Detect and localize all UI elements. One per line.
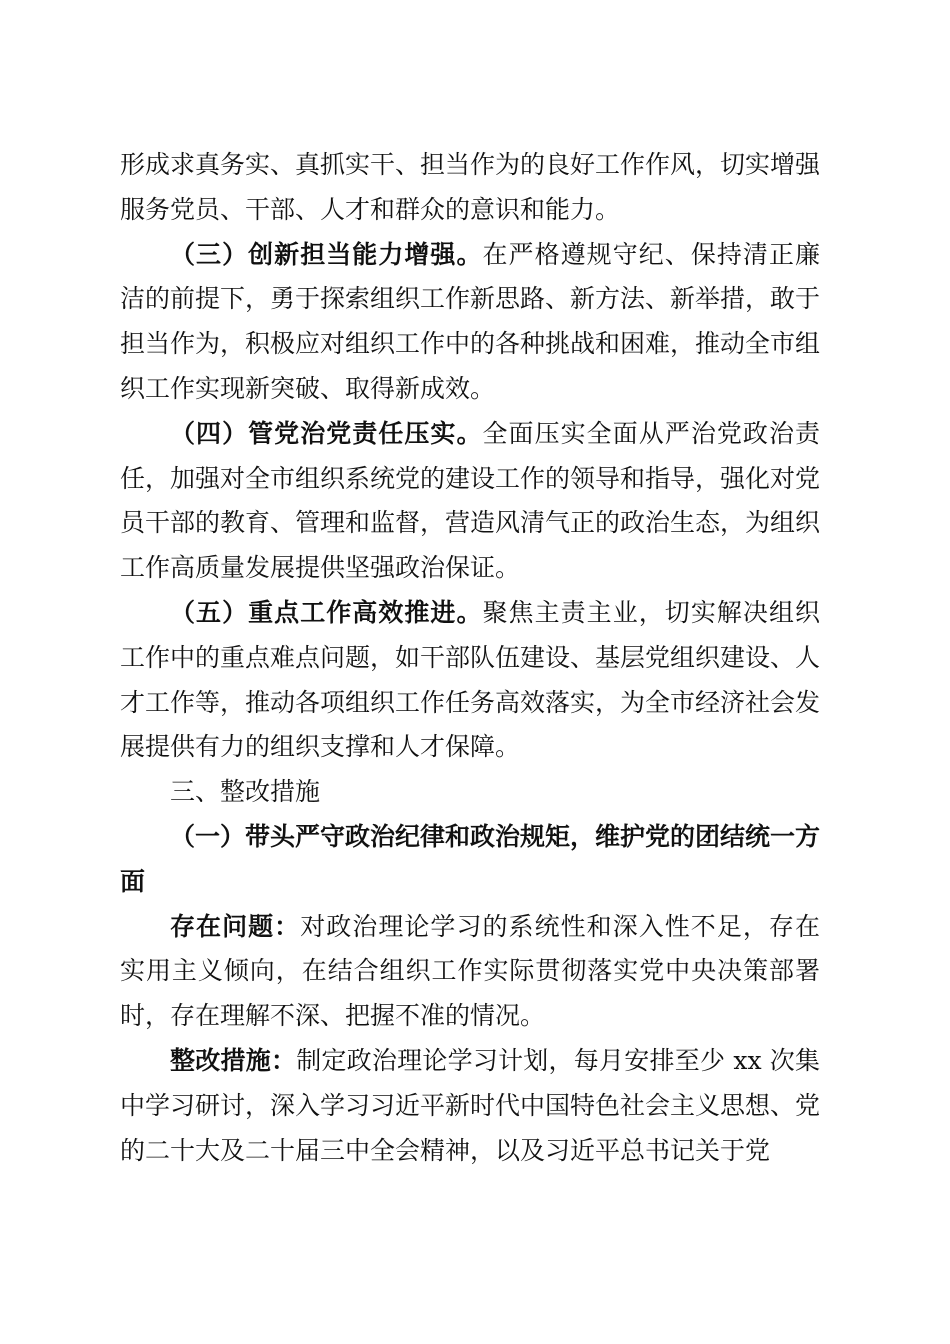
paragraph-work-style: 形成求真务实、真抓实干、担当作为的良好工作作风，切实增强服务党员、干部、人才和群众的意识和能力。 — [120, 150, 821, 224]
paragraph-lead: （三）创新担当能力增强。 — [170, 239, 483, 269]
paragraph-body: 对政治理论学习的系统性和深入性不足，存在实用主义倾向，在结合组织工作实际贯彻落实党中央决策部署时，存在理解不深、把握不准的情况。 — [120, 911, 820, 1031]
paragraph-lead: （四）管党治党责任压实。 — [170, 418, 483, 448]
subsection-heading: （一）带头严守政治纪律和政治规矩，维护党的团结统一方面 — [120, 821, 821, 896]
paragraph-key-work — [120, 591, 820, 770]
paragraph-body: 制定政治理论学习计划，每月安排至少 xx 次集中学习研讨，深入学习习近平新时代中国特色社会主义思想、党的二十大及二十届三中全会精神，以及习近平总书记关于党 — [120, 1045, 821, 1165]
paragraph-responsibility — [120, 412, 820, 591]
paragraph-lead: 整改措施： — [170, 1045, 297, 1075]
paragraph-lead: 存在问题： — [170, 911, 301, 941]
paragraph-body: 全面压实全面从严治党政治责任，加强对全市组织系统党的建设工作的领导和指导，强化对党员干部的教育、管理和监督，营造风清气正的政治生态，为组织工作高质量发展提供坚强政治保证。 — [120, 418, 821, 583]
paragraph-lead: （五）重点工作高效推进。 — [170, 597, 483, 627]
paragraph-innovation — [120, 233, 820, 412]
section-heading: 三、整改措施 — [170, 777, 321, 807]
paragraph-body: 在严格遵规守纪、保持清正廉洁的前提下，勇于探索组织工作新思路、新方法、新举措，敢于担当作为，积极应对组织工作中的各种挑战和困难，推动全市组织工作实现新突破、取得新成效。 — [120, 239, 821, 403]
paragraph-measure — [120, 1039, 820, 1173]
paragraph-body: 聚焦主责主业，切实解决组织工作中的重点难点问题，如干部队伍建设、基层党组织建设、人才工作等，推动各项组织工作任务高效落实，为全市经济社会发展提供有力的组织支撑和人才保障。 — [120, 597, 821, 762]
paragraph-issue — [120, 905, 820, 1039]
document-body — [120, 143, 820, 1173]
